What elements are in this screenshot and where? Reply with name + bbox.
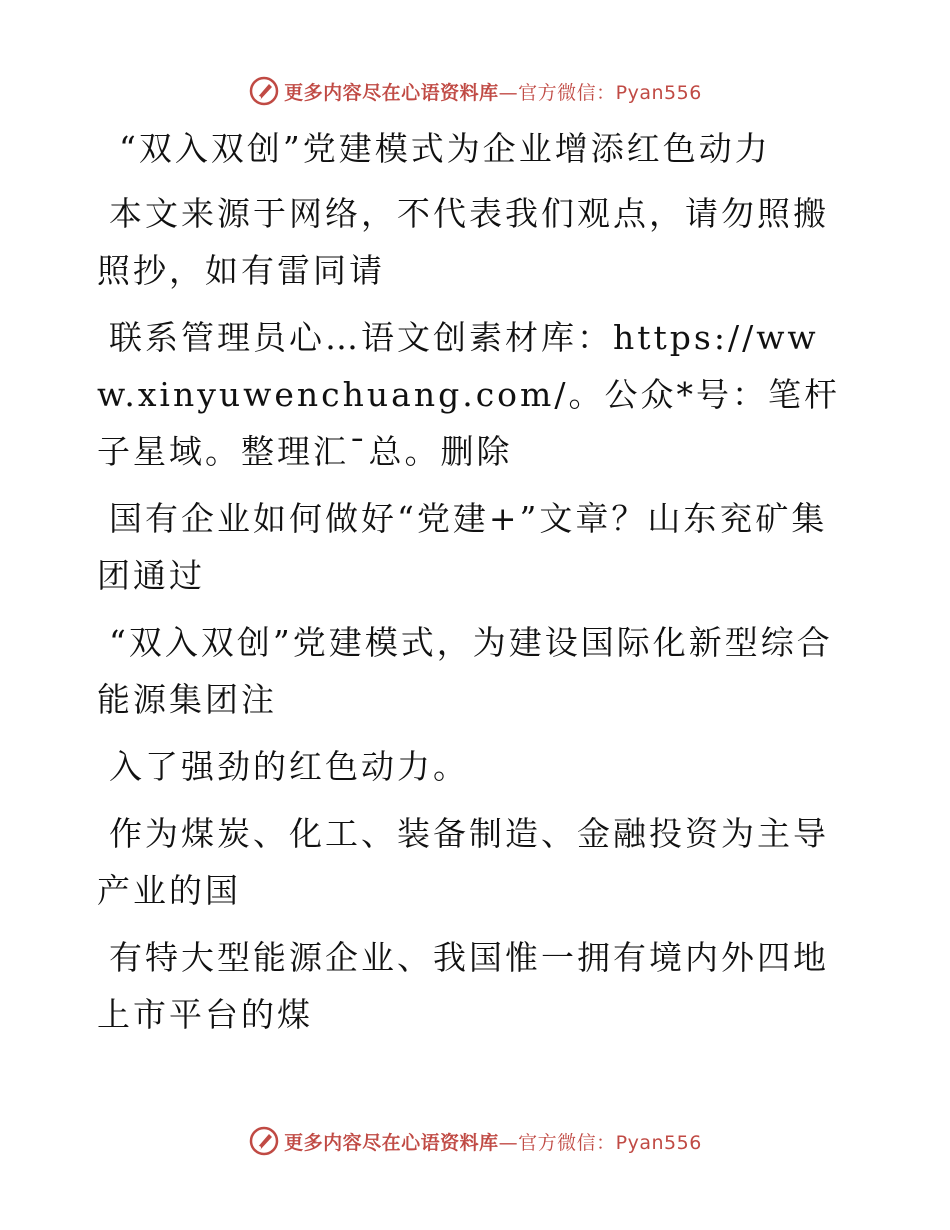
- footer-banner: [0, 1121, 950, 1161]
- header-banner: [0, 71, 950, 111]
- paragraph: 作为煤炭、化工、装备制造、金融投资为主导产业的国: [97, 814, 829, 910]
- paragraph: 国有企业如何做好“党建+”文章？山东兖矿集团通过: [97, 499, 828, 595]
- pen-nib-logo-icon: [248, 1125, 280, 1157]
- pen-nib-logo-icon: [248, 75, 280, 107]
- document-title: “双入双创”党建模式为企业增添红色动力: [119, 129, 771, 168]
- paragraph: 本文来源于网络，不代表我们观点，请勿照搬照抄，如有雷同请: [97, 194, 829, 290]
- document-body: [97, 120, 857, 1053]
- paragraph: 联系管理员心…语文创素材库：https://www.xinyuwenchuang.com/。公众*号：笔杆子星域。整理汇¯总。删除: [97, 318, 840, 471]
- paragraph: “双入双创”党建模式，为建设国际化新型综合能源集团注: [97, 623, 833, 719]
- paragraph: 有特大型能源企业、我国惟一拥有境内外四地上市平台的煤: [97, 938, 829, 1034]
- banner-title: 更多内容尽在心语资料库: [284, 1131, 499, 1154]
- banner-contact: —官方微信：Pyan556: [498, 1131, 702, 1154]
- banner-contact: —官方微信：Pyan556: [498, 81, 702, 104]
- banner-title: 更多内容尽在心语资料库: [284, 81, 499, 104]
- paragraph: 入了强劲的红色动力。: [109, 747, 469, 786]
